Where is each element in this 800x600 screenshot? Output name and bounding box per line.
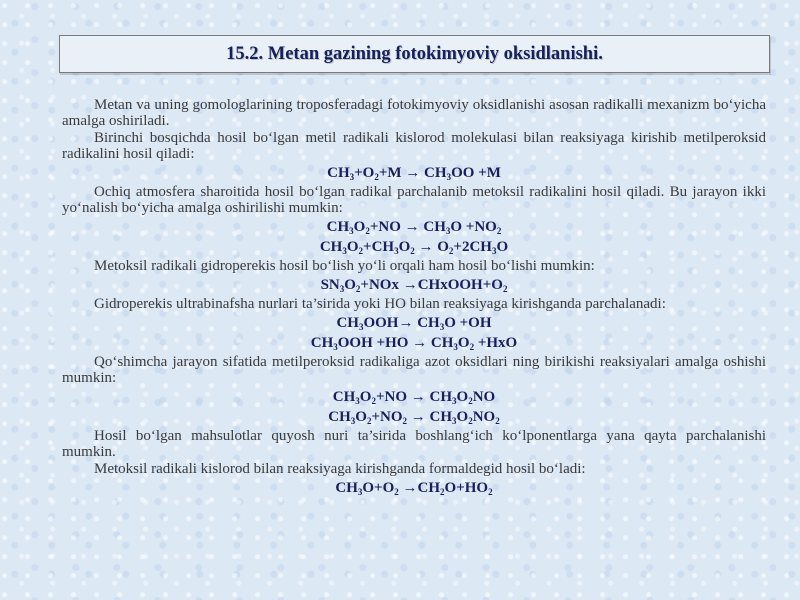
paragraph: Hosil bo‘lgan mahsulotlar quyosh nuri ta’sirida boshlang‘ich ko‘lponentlarga yana qayta parchalanishi mumkin. [62,428,766,460]
slide-title: 15.2. Metan gazining fotokimyoviy oksidlanishi. [226,43,603,64]
paragraph: Metoksil radikali kislorod bilan reaksiyaga kirishganda formaldegid hosil bo‘ladi: [94,461,586,477]
paragraph: Metoksil radikali gidroperekis hosil bo‘lish yo‘li orqali ham hosil bo‘lishi mumkin: [94,258,595,274]
chemical-equation: $CH_3O+O_2 \to CH_2O+HO_2$ [335,480,493,497]
chemical-equation: $CH_3O_2+NO \to CH_3O +NO_2$ [326,219,502,236]
slide-title-box [59,35,770,73]
chemical-equation: $CH_3+O_2+M \to CH_3OO +M$ [327,165,501,182]
slide-content [62,97,766,499]
paragraph: Gidroperekis ultrabinafsha nurlari ta’sirida yoki HO bilan reaksiyaga kirishganda parchalanadi: [94,296,666,312]
paragraph: Qo‘shimcha jarayon sifatida metilperoksid radikaliga azot oksidlari ning birikishi reaksiyalari amalga oshishi mumkin: [62,354,766,386]
chemical-equation: $CH_3O_2+NO_2 \to CH_3O_2NO_2$ [328,409,500,426]
chemical-equation: $CH_3O_2+NO \to CH_3O_2NO$ [332,389,496,406]
paragraph: Birinchi bosqichda hosil bo‘lgan metil radikali kislorod molekulasi bilan reaksiyaga kirishib metilperoksid radikalini hosil qiladi: [62,130,766,162]
chemical-equation: $CH_3OOH\to CH_3O +OH$ [336,315,492,332]
chemical-equation: $SN_3O_2+NOx$ $\to CHxOOH+O_2$ [320,277,508,294]
paragraph: Metan va uning gomologlarining troposferadagi fotokimyoviy oksidlanishi asosan radikalli mexanizm bo‘yicha amalga oshiriladi. [62,97,766,129]
chemical-equation: $CH_3OOH +HO \to CH_3O_2 +HxO$ [310,335,518,352]
chemical-equation: $CH_3O_2+CH_3O_2 \to O_2+2CH_3O$ [319,239,509,256]
paragraph: Ochiq atmosfera sharoitida hosil bo‘lgan radikal parchalanib metoksil radikalini hosil qiladi. Bu jarayon ikki yo‘nalish bo‘yicha amalga oshirilishi mumkin: [62,184,766,216]
